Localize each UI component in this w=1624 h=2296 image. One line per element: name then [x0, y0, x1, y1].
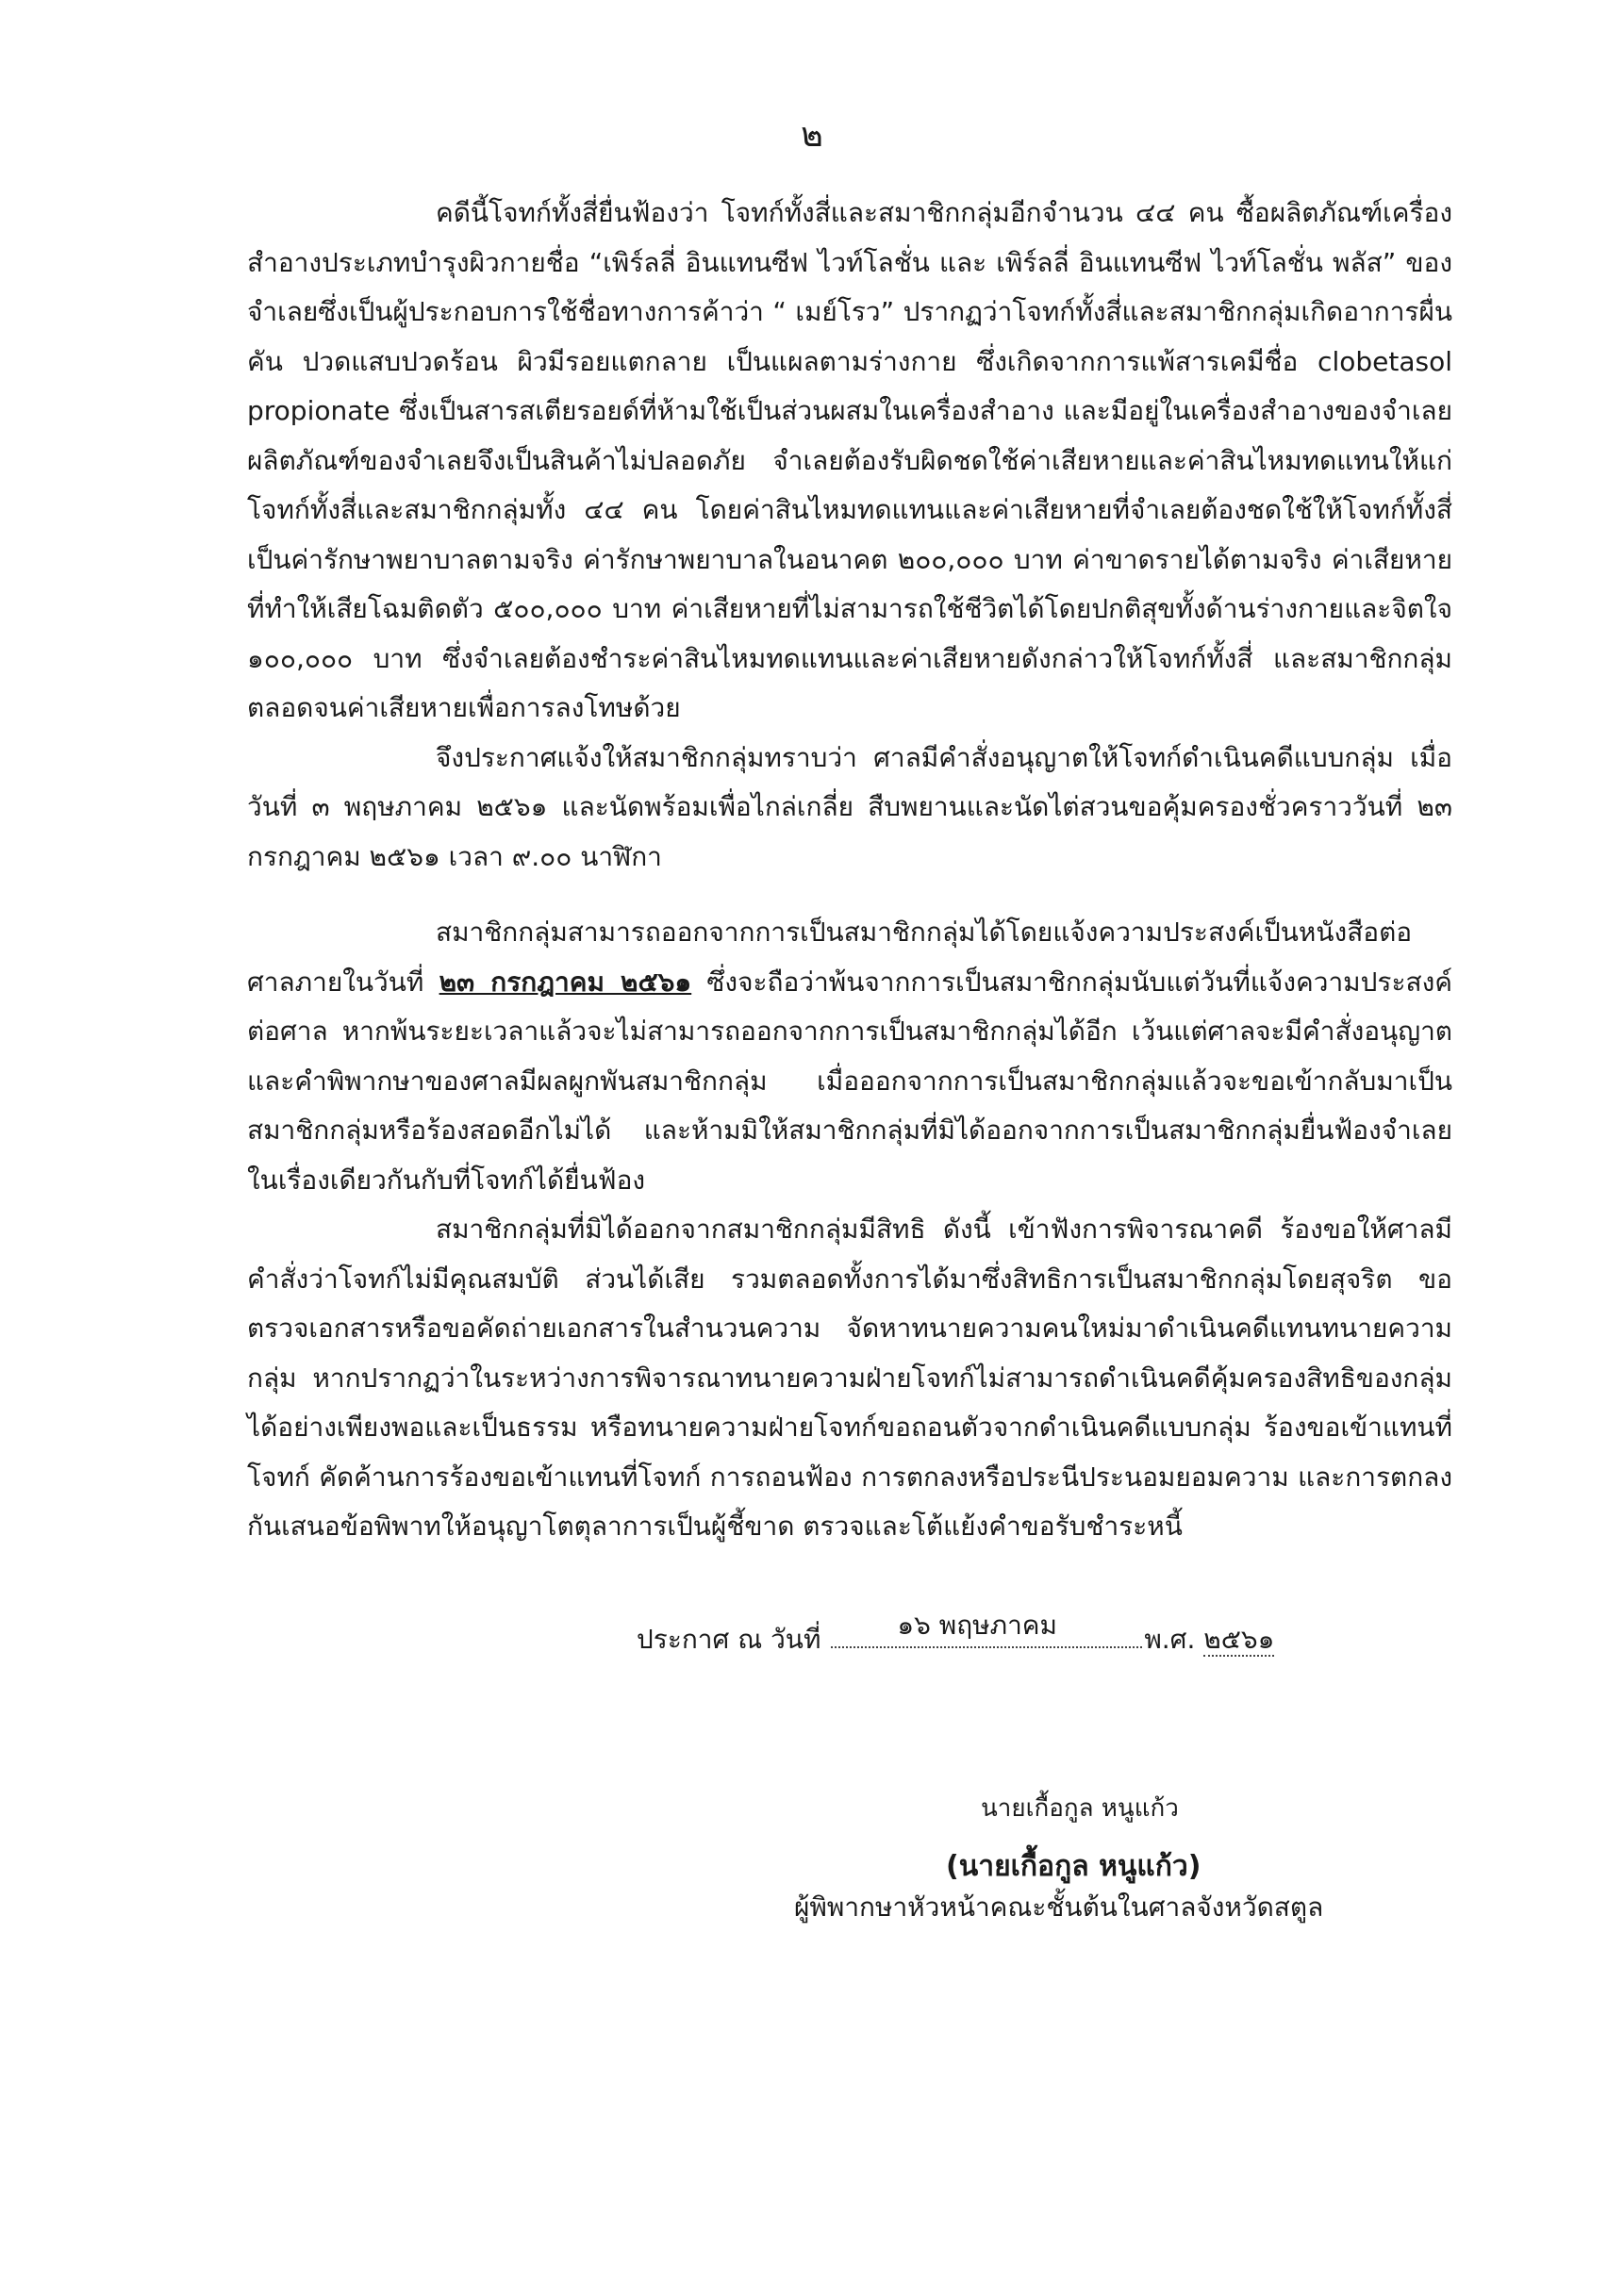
year-label: พ.ศ.: [1144, 1624, 1196, 1655]
announcement-prefix: ประกาศ ณ วันที่: [637, 1624, 821, 1655]
announcement-date-line: [637, 1610, 1275, 1659]
paragraph-court-order: จึงประกาศแจ้งให้สมาชิกกลุ่มทราบว่า ศาลมีคำสั่งอนุญาตให้โจทก์ดำเนินคดีแบบกลุ่ม เมื่อวันที่ ๓ พฤษภาคม ๒๕๖๑ และนัดพร้อมเพื่อไกล่เกลี่ย สืบพยานและนัดไต่สวนขอคุ้มครองชั่วคราววันที่ ๒๓ กรกฎาคม ๒๕๖๑ เวลา ๙.๐๐ นาฬิกา: [247, 741, 1452, 872]
page-number: ๒: [801, 116, 823, 155]
opt-out-text-after: ซึ่งจะถือว่าพ้นจากการเป็นสมาชิกกลุ่มนับแต่วันที่แจ้งความประสงค์ต่อศาล หากพ้นระยะเวลาแล้วจะไม่สามารถออกจากการเป็นสมาชิกกลุ่มได้อีก เว้นแต่ศาลจะมีคำสั่งอนุญาต และคำพิพากษาของศาลมีผลผูกพันสมาชิกกลุ่ม เมื่อออกจากการเป็นสมาชิกกลุ่มแล้วจะขอเข้ากลับมาเป็นสมาชิกกลุ่มหรือร้องสอดอีกไม่ได้ และห้ามมิให้สมาชิกกลุ่มที่มิได้ออกจากการเป็นสมาชิกกลุ่มยื่นฟ้องจำเลยในเรื่องเดียวกันกับที่โจทก์ได้ยื่นฟ้อง: [247, 966, 1452, 1196]
signatory-title: ผู้พิพากษาหัวหน้าคณะชั้นต้นในศาลจังหวัดสตูล: [794, 1891, 1324, 1923]
announcement-date: ๑๖ พฤษภาคม: [897, 1610, 1057, 1641]
announcement-year: ๒๕๖๑: [1203, 1624, 1275, 1655]
announcement-body: [247, 189, 1452, 1552]
opt-out-text-before: สมาชิกกลุ่มสามารถออกจากการเป็นสมาชิกกลุ่มได้โดยแจ้งความประสงค์เป็นหนังสือต่อศาลภายในวันที่: [247, 917, 1413, 998]
signatory-name: (นายเกื้อกูล หนูแก้ว): [946, 1850, 1201, 1883]
paragraph-claim: คดีนี้โจทก์ทั้งสี่ยื่นฟ้องว่า โจทก์ทั้งสี่และสมาชิกกลุ่มอีกจำนวน ๔๔ คน ซื้อผลิตภัณฑ์เครื่องสำอางประเภทบำรุงผิวกายชื่อ “เพิร์ลลี่ อินแทนซีฟ ไวท์โลชั่น และ เพิร์ลลี่ อินแทนซีฟ ไวท์โลชั่น พลัส” ของจำเลยซึ่งเป็นผู้ประกอบการใช้ชื่อทางการค้าว่า “ เมย์โรว” ปรากฏว่าโจทก์ทั้งสี่และสมาชิกกลุ่มเกิดอาการผื่นคัน ปวดแสบปวดร้อน ผิวมีรอยแตกลาย เป็นแผลตามร่างกาย ซึ่งเกิดจากการแพ้สารเคมีชื่อ clobetasol propionate ซึ่งเป็นสารสเตียรอยด์ที่ห้ามใช้เป็นส่วนผสมในเครื่องสำอาง และมีอยู่ในเครื่องสำอางของจำเลย ผลิตภัณฑ์ของจำเลยจึงเป็นสินค้าไม่ปลอดภัย จำเลยต้องรับผิดชดใช้ค่าเสียหายและค่าสินไหมทดแทนให้แก่โจทก์ทั้งสี่และสมาชิกกลุ่มทั้ง ๔๔ คน โดยค่าสินไหมทดแทนและค่าเสียหายที่จำเลยต้องชดใช้ให้โจทก์ทั้งสี่เป็นค่ารักษาพยาบาลตามจริง ค่ารักษาพยาบาลในอนาคต ๒๐๐,๐๐๐ บาท ค่าขาดรายได้ตามจริง ค่าเสียหายที่ทำให้เสียโฉมติดตัว ๕๐๐,๐๐๐ บาท ค่าเสียหายที่ไม่สามารถใช้ชีวิตได้โดยปกติสุขทั้งด้านร่างกายและจิตใจ ๑๐๐,๐๐๐ บาท ซึ่งจำเลยต้องชำระค่าสินไหมทดแทนและค่าเสียหายดังกล่าวให้โจทก์ทั้งสี่ และสมาชิกกลุ่ม ตลอดจนค่าเสียหายเพื่อการลงโทษด้วย: [247, 197, 1452, 723]
date-dotted-line: [831, 1610, 1142, 1648]
paragraph-member-rights: สมาชิกกลุ่มที่มิได้ออกจากสมาชิกกลุ่มมีสิทธิ ดังนี้ เข้าฟังการพิจารณาคดี ร้องขอให้ศาลมีคำสั่งว่าโจทก์ไม่มีคุณสมบัติ ส่วนได้เสีย รวมตลอดทั้งการได้มาซึ่งสิทธิการเป็นสมาชิกกลุ่มโดยสุจริต ขอตรวจเอกสารหรือขอคัดถ่ายเอกสารในสำนวนความ จัดหาทนายความคนใหม่มาดำเนินคดีแทนทนายความกลุ่ม หากปรากฏว่าในระหว่างการพิจารณาทนายความฝ่ายโจทก์ไม่สามารถดำเนินคดีคุ้มครองสิทธิของกลุ่มได้อย่างเพียงพอและเป็นธรรม หรือทนายความฝ่ายโจทก์ขอถอนตัวจากดำเนินคดีแบบกลุ่ม ร้องขอเข้าแทนที่โจทก์ คัดค้านการร้องขอเข้าแทนที่โจทก์ การถอนฟ้อง การตกลงหรือประนีประนอมยอมความ และการตกลงกันเสนอข้อพิพาทให้อนุญาโตตุลาการเป็นผู้ชี้ขาด ตรวจและโต้แย้งคำขอรับชำระหนี้: [247, 1214, 1452, 1542]
opt-out-deadline: ๒๓ กรกฎาคม ๒๕๖๑: [439, 966, 692, 998]
signature-handwritten: นายเกื้อกูล หนูแก้ว: [981, 1794, 1179, 1823]
paragraph-opt-out: [247, 908, 1452, 1205]
